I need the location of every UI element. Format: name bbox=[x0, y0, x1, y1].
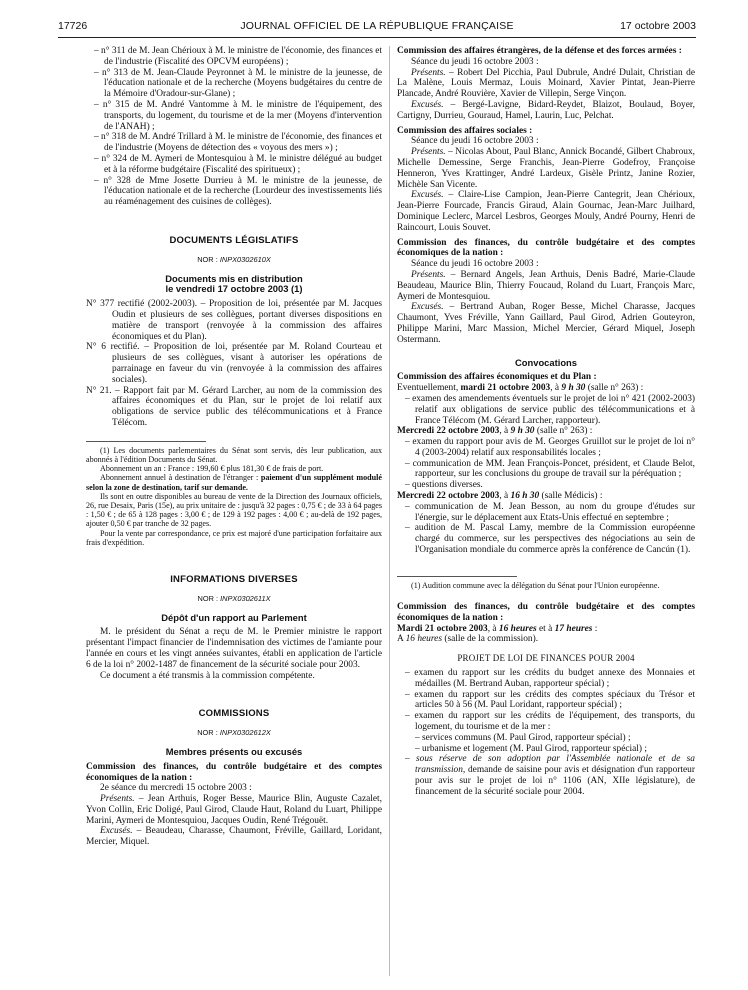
commission-title: Commission des affaires étrangères, de la défense et des forces armées : bbox=[397, 46, 682, 56]
nor-code: NOR : INPX0302612X bbox=[197, 728, 271, 738]
excuse-list: Excusés. – Bertrand Auban, Roger Besse, Michel Charasse, Jacques Chaumont, Yves Fréville, Yann Gaillard, Paul Girod, Adrien Gouteyron, Philippe Marini, Marc Massion, Michel Mercier, Gérard Miquel, Joseph Ostermann. bbox=[397, 302, 695, 345]
agenda-subitem: – services communs (M. Paul Girod, rapporteur spécial) ; bbox=[415, 732, 631, 743]
issue-date: 17 octobre 2003 bbox=[620, 20, 696, 32]
agenda-item: – sous réserve de son adoption par l'Assemblée nationale et de sa transmission, demande de saisine pour avis et désignation d'un rapporteur pour avis sur le projet de loi n° 1106 (AN, XIIe législature), de financement de la sécurité sociale pour 2004. bbox=[405, 754, 695, 797]
seance-line: Séance du jeudi 16 octobre 2003 : bbox=[411, 259, 539, 270]
excuse-list: Excusés. – Beaudeau, Charasse, Chaumont, Fréville, Gaillard, Loridant, Mercier, Miquel. bbox=[86, 826, 382, 848]
present-list: Présents. – Robert Del Picchia, Paul Dubrule, André Dulait, Christian de La Malène, Louis Mermaz, Louis Moinard, Xavier Pintat, Jean-Pierre Plancade, André Rouvière, Xavier de Villepin, Serge Vinçon. bbox=[397, 67, 695, 100]
header-rule bbox=[58, 37, 696, 38]
nor-code: NOR : INPX0302610X bbox=[197, 254, 271, 264]
commission-title: Commission des finances, du contrôle budgétaire et des comptes économiques de la nation : bbox=[86, 761, 382, 783]
commission-title: Commission des finances, du contrôle budgétaire et des comptes économiques de la nation : bbox=[397, 237, 695, 259]
nor-code: NOR : INPX0302611X bbox=[197, 593, 271, 603]
agenda-item: – communication de MM. Jean François-Poncet, président, et Claude Belot, rapporteur, sur les conclusions du groupe de travail sur la péréquation ; bbox=[405, 458, 695, 480]
page-number: 17726 bbox=[58, 20, 88, 32]
question-item: – n° 328 de Mme Josette Durrieu à M. le ministre de la jeunesse, de l'éducation nationale et de la recherche (Lourdeur des investissements liés au réaménagement des cuisines de collèges). bbox=[94, 175, 382, 208]
info-subtitle: Dépôt d'un rapport au Parlement bbox=[161, 611, 307, 623]
seance-line: Séance du jeudi 16 octobre 2003 : bbox=[411, 136, 539, 147]
right-column bbox=[397, 46, 695, 798]
document-item: N° 21. – Rapport fait par M. Gérard Larcher, au nom de la commission des affaires économiques et du Plan, sur le projet de loi relatif aux obligations de service public des télécommunications et à France Télécom. bbox=[86, 385, 382, 428]
footnote: Pour la vente par correspondance, ce prix est majoré d'une participation forfaitaire aux frais d'expédition. bbox=[86, 528, 382, 547]
question-item: – n° 318 de M. André Trillard à M. le ministre de l'économie, des finances et de l'industrie (Moyens de détection des « voyous des mers ») ; bbox=[94, 132, 382, 154]
info-paragraph: M. le président du Sénat a reçu de M. le Premier ministre le rapport présentant l'impact financier de l'indemnisation des victimes de l'amiante pour l'année en cours et les vingt années suivantes, établi en application de l'article 6 de la loi n° 2002-1487 de financement de la sécurité sociale pour 2003. bbox=[86, 627, 382, 670]
left-column bbox=[86, 46, 382, 848]
documents-subtitle: Documents mis en distribution bbox=[165, 272, 303, 284]
agenda-subitem: – urbanisme et logement (M. Paul Girod, rapporteur spécial) ; bbox=[415, 743, 647, 754]
meeting-time: Mardi 21 octobre 2003, à 16 heures et à 17 heures : bbox=[397, 623, 598, 634]
journal-title: JOURNAL OFFICIEL DE LA RÉPUBLIQUE FRANÇAISE bbox=[240, 20, 514, 32]
excuse-list: Excusés. – Bergé-Lavigne, Bidard-Reydet, Blaizot, Boulaud, Boyer, Cartigny, Durrieu, Gouraud, Hamel, Laurin, Luc, Pelchat. bbox=[397, 99, 695, 121]
agenda-item: – communication de M. Jean Besson, au nom du groupe d'études sur l'énergie, sur le déplacement aux Etats-Unis effectué en septembre ; bbox=[405, 501, 695, 523]
commissions-subtitle: Membres présents ou excusés bbox=[165, 745, 303, 757]
footnote: Abonnement un an : France : 199,60 € plus 181,30 € de frais de port. bbox=[100, 464, 324, 474]
section-title-informations: INFORMATIONS DIVERSES bbox=[170, 573, 298, 585]
convocations-title: Convocations bbox=[515, 356, 577, 368]
meeting-time: Mercredi 22 octobre 2003, à 9 h 30 (salle n° 263) : bbox=[397, 426, 593, 437]
commission-title: Commission des affaires économiques et du Plan : bbox=[397, 372, 597, 383]
agenda-item: – examen du rapport sur les crédits du budget annexe des Monnaies et médailles (M. Bertrand Auban, rapporteur spécial) ; bbox=[405, 668, 695, 689]
present-list: Présents. – Bernard Angels, Jean Arthuis, Denis Badré, Marie-Claude Beaudeau, Maurice Blin, Thierry Foucaud, Roland du Luart, François Marc, Aymeri de Montesquiou. bbox=[397, 269, 695, 302]
info-paragraph: Ce document a été transmis à la commission compétente. bbox=[100, 670, 315, 681]
question-item: – n° 315 de M. André Vantomme à M. le ministre de l'équipement, des transports, du logement, du tourisme et de la mer (Moyens d'intervention de l'ANAH) ; bbox=[94, 99, 382, 132]
question-item: – n° 324 de M. Aymeri de Montesquiou à M. le ministre délégué au budget et à la réforme budgétaire (Fiscalité des spiritueux) ; bbox=[94, 153, 382, 175]
agenda-item: – audition de M. Pascal Lamy, membre de la Commission européenne chargé du commerce, sur les perspectives des négociations au sein de l'Organisation mondiale du commerce après la conférence de Cancún (1). bbox=[405, 523, 695, 556]
footnote: (1) Les documents parlementaires du Sénat sont servis, dès leur publication, aux abonnés à l'édition Documents du Sénat. bbox=[86, 445, 382, 464]
commission-title: Commission des affaires sociales : bbox=[397, 125, 533, 136]
question-item: – n° 311 de M. Jean Chérioux à M. le ministre de l'économie, des finances et de l'industrie (Fiscalité des OPCVM européens) ; bbox=[94, 46, 382, 67]
meeting-time: Eventuellement, mardi 21 octobre 2003, à 9 h 30 (salle n° 263) : bbox=[397, 383, 644, 394]
agenda-item: – examen des amendements éventuels sur le projet de loi n° 421 (2002-2003) relatif aux obligations de service public des télécommunications et à France Télécom (M. Gérard Larcher, rapporteur). bbox=[405, 393, 695, 426]
footnote: Ils sont en outre disponibles au bureau de vente de la Direction des Journaux officiels, 26, rue Desaix, Paris (15e), au prix unitaire de : jusqu'à 32 pages : 0,75 € ; de 33 à 64 pages : 1,50 € ; de 65 à 128 pages : 3,00 € ; de 129 à 192 pages : 4,00 € ; au-delà de 192 pages, ajouter 0,50 € par tranche de 32 pages. bbox=[86, 491, 382, 529]
footnote: Abonnement annuel à destination de l'étranger : paiement d'un supplément modulé selon la zone de destination, tarif sur demande. bbox=[86, 473, 382, 492]
excuse-list: Excusés. – Claire-Lise Campion, Jean-Pierre Cantegrit, Jean Chérioux, Jean-Pierre Fourcade, Francis Giraud, Alain Gournac, Jean-Marc Juilhard, Dominique Leclerc, Marcel Lesbros, Georges Mouly, André Pourny, Henri de Raincourt, Louis Souvet. bbox=[397, 190, 695, 233]
agenda-item: – examen du rapport pour avis de M. Georges Gruillot sur le projet de loi n° 4 (2003-2004) relatif aux responsabilités locales ; bbox=[405, 437, 695, 458]
question-item: – n° 313 de M. Jean-Claude Peyronnet à M. le ministre de la jeunesse, de l'éducation nationale et de la recherche (Moyens budgétaires du centre de la Mémoire d'Oradour-sur-Glane) ; bbox=[94, 67, 382, 100]
commission-title: Commission des finances, du contrôle budgétaire et des comptes économiques de la nation : bbox=[397, 602, 695, 623]
document-item: N° 377 rectifié (2002-2003). – Proposition de loi, présentée par M. Jacques Oudin et plusieurs de ses collègues, portant diverses dispositions en matière de transport (renvoyée à la commission des affaires économiques et du Plan). bbox=[86, 299, 382, 342]
present-list: Présents. – Nicolas About, Paul Blanc, Annick Bocandé, Gilbert Chabroux, Michelle Demessine, Serge Franchis, Jean-Pierre Godefroy, Françoise Henneron, Yves Krattinger, André Lardeux, Gisèle Printz, Janine Rozier, Michèle San Vicente. bbox=[397, 147, 695, 190]
seance-line: 2e séance du mercredi 15 octobre 2003 : bbox=[100, 783, 252, 794]
seance-line: Séance du jeudi 16 octobre 2003 : bbox=[411, 56, 539, 67]
agenda-item: – examen du rapport sur les crédits des comptes spéciaux du Trésor et articles 50 à 56 (M. Paul Loridant, rapporteur spécial) ; bbox=[405, 689, 695, 711]
page-header bbox=[58, 20, 696, 36]
document-item: N° 6 rectifié. – Proposition de loi, présentée par M. Roland Courteau et plusieurs de ses collègues, visant à autoriser les opérations de parrainage en faveur du vin (renvoyée à la commission des affaires sociales). bbox=[86, 342, 382, 385]
present-list: Présents. – Jean Arthuis, Roger Besse, Maurice Blin, Auguste Cazalet, Yvon Collin, Eric Doligé, Paul Girod, Claude Haut, Roland du Luart, Philippe Marini, Aymeri de Montesquiou, Jacques Oudin, René Trégouët. bbox=[86, 794, 382, 826]
agenda-item: – examen du rapport sur les crédits de l'équipement, des transports, du logement, du tourisme et de la mer : bbox=[405, 711, 695, 733]
agenda-item: – questions diverses. bbox=[405, 480, 483, 491]
documents-subtitle-date: le vendredi 17 octobre 2003 (1) bbox=[165, 283, 303, 295]
meeting-time: Mercredi 22 octobre 2003, à 16 h 30 (salle Médicis) : bbox=[397, 491, 603, 502]
plf-heading: PROJET DE LOI DE FINANCES POUR 2004 bbox=[457, 653, 635, 664]
meeting-room: A 16 heures (salle de la commission). bbox=[397, 634, 539, 645]
column-separator bbox=[389, 46, 390, 976]
section-title-documents: DOCUMENTS LÉGISLATIFS bbox=[169, 234, 299, 246]
footnote: (1) Audition commune avec la délégation du Sénat pour l'Union européenne. bbox=[411, 580, 660, 590]
section-title-commissions: COMMISSIONS bbox=[198, 708, 270, 720]
